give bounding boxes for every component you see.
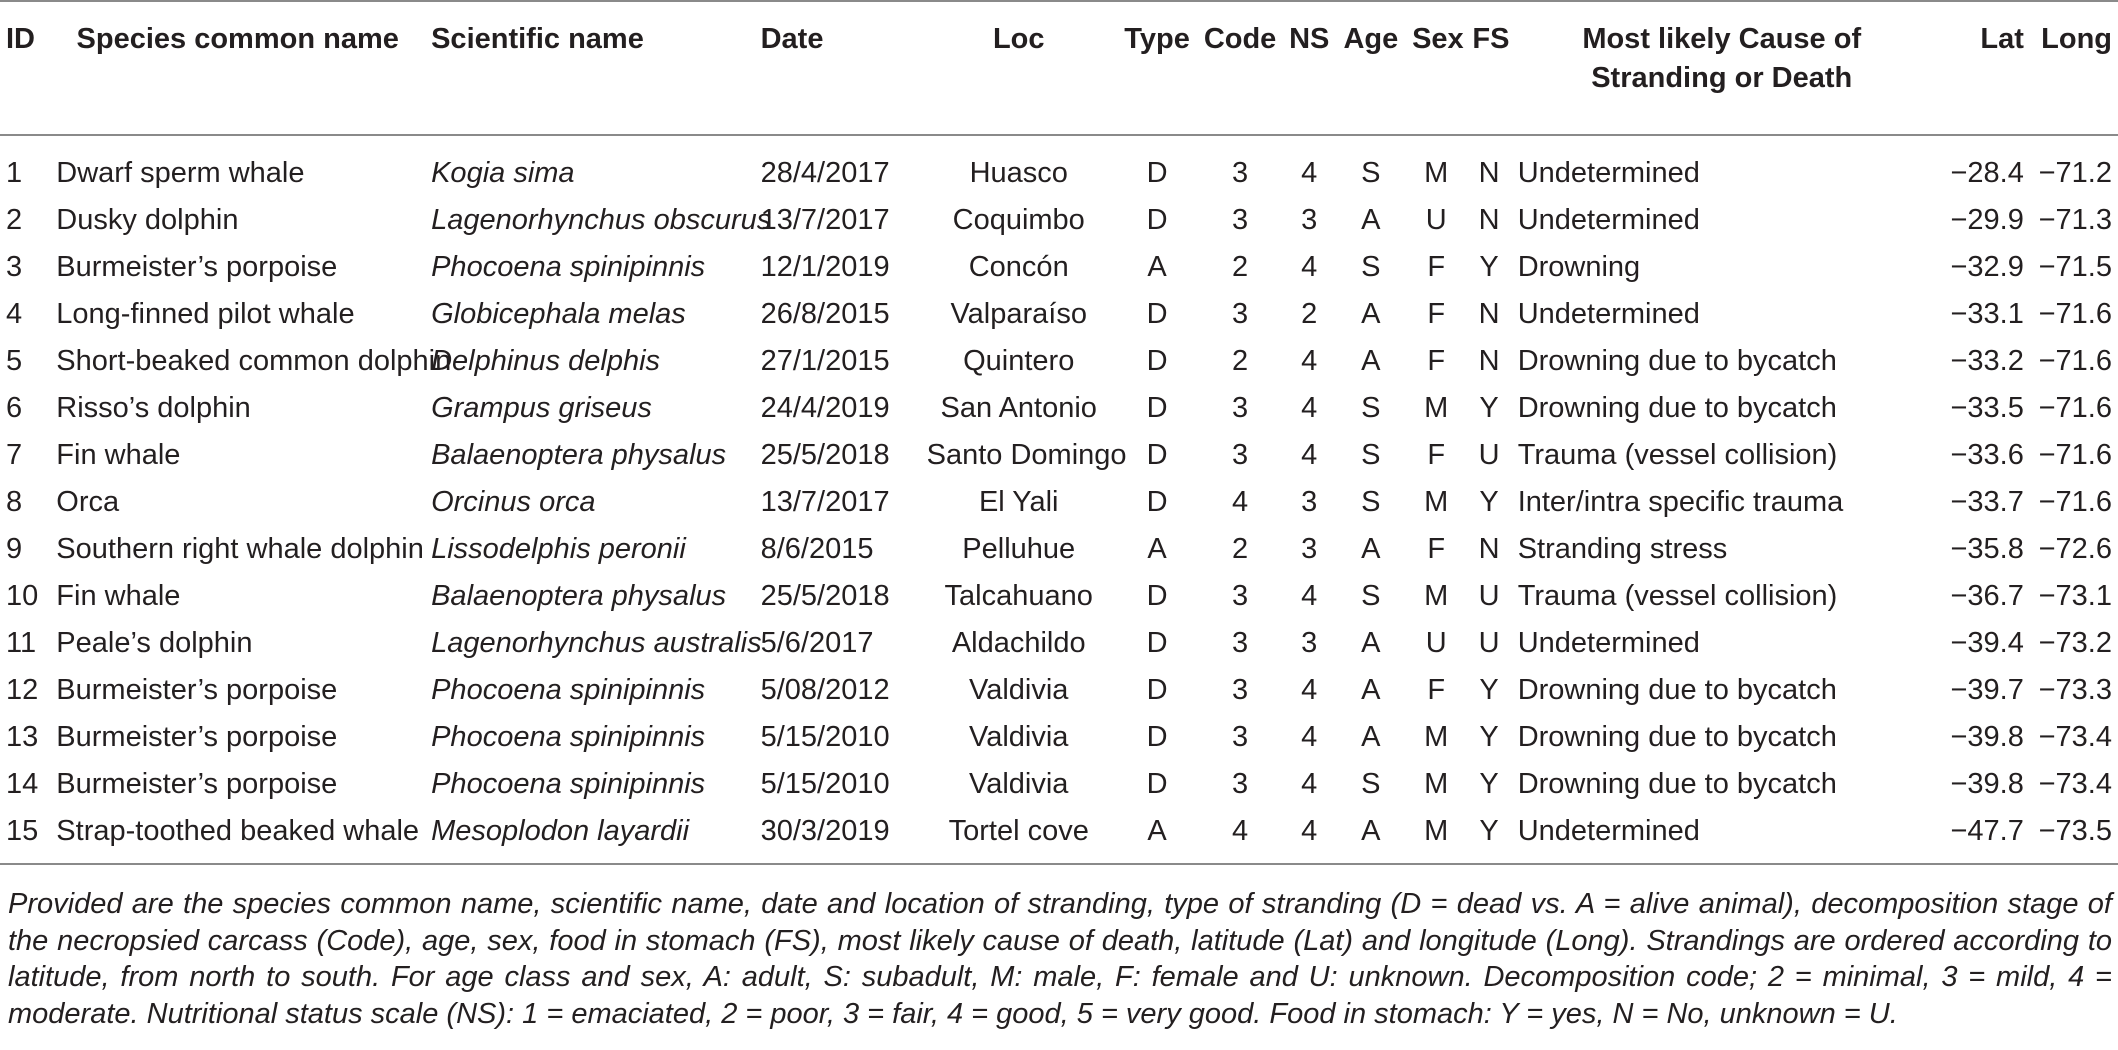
cell-id: 14: [6, 768, 39, 800]
table-row: [0, 135, 2118, 197]
cell-location: Quintero: [963, 345, 1075, 377]
header-type: Type: [1117, 1, 1197, 135]
cell-age: A: [1336, 808, 1406, 864]
cell-scientific-name: Phocoena spinipinnis: [431, 721, 706, 753]
cell-location: Concón: [968, 251, 1069, 283]
cell-age: S: [1361, 486, 1381, 518]
cell-lat: −47.7: [1932, 808, 2030, 864]
cell-date: 5/15/2010: [760, 768, 890, 800]
table-row: [0, 573, 2118, 620]
header-row: [0, 1, 2118, 135]
cell-fs: Y: [1479, 721, 1499, 753]
cell-scientific-name: Phocoena spinipinnis: [431, 768, 706, 800]
header-location: Loc: [921, 1, 1117, 135]
cell-lat: −33.7: [1950, 486, 2024, 518]
cell-id: 3: [6, 251, 23, 283]
cell-location: Tortel cove: [921, 808, 1117, 864]
cell-scientific-name: Phocoena spinipinnis: [431, 251, 706, 283]
cell-id: 9: [6, 533, 23, 565]
cell-code: 3: [1232, 298, 1249, 330]
cell-code: 3: [1232, 627, 1249, 659]
cell-type: A: [1147, 251, 1167, 283]
header-code: Code: [1197, 1, 1283, 135]
cell-age: A: [1361, 533, 1381, 565]
cell-long: −73.5: [2030, 808, 2118, 864]
cell-scientific-name: Kogia sima: [431, 157, 575, 189]
table-row: [0, 620, 2118, 667]
cell-date: 25/5/2018: [760, 580, 890, 612]
table-row: [0, 432, 2118, 479]
cell-common-name: Risso’s dolphin: [56, 392, 251, 424]
cell-type: D: [1146, 627, 1168, 659]
cell-long: −71.6: [2038, 298, 2112, 330]
cell-long: −72.6: [2038, 533, 2112, 565]
cell-date: 13/7/2017: [760, 486, 890, 518]
header-id: ID: [0, 1, 50, 135]
cell-age: S: [1361, 251, 1381, 283]
cell-scientific-name: Globicephala melas: [431, 298, 686, 330]
cell-cause: Drowning due to bycatch: [1517, 345, 1837, 377]
cell-scientific-name: Mesoplodon layardii: [425, 808, 755, 864]
cell-sex: M: [1424, 486, 1449, 518]
cell-age: S: [1361, 439, 1381, 471]
cell-type: D: [1146, 674, 1168, 706]
cell-type: D: [1146, 204, 1168, 236]
cell-date: 5/08/2012: [760, 674, 890, 706]
cell-common-name: Southern right whale dolphin: [56, 533, 424, 565]
cell-ns: 4: [1301, 157, 1318, 189]
table-row: [0, 714, 2118, 761]
cell-id: 10: [6, 580, 39, 612]
cell-lat: −33.6: [1950, 439, 2024, 471]
cell-date: 25/5/2018: [760, 439, 890, 471]
cell-location: San Antonio: [940, 392, 1097, 424]
cell-long: −73.3: [2038, 674, 2112, 706]
cell-sex: F: [1427, 674, 1446, 706]
cell-long: −73.4: [2038, 721, 2112, 753]
cell-sex: F: [1427, 251, 1446, 283]
cell-common-name: Strap-toothed beaked whale: [50, 808, 425, 864]
cell-common-name: Dusky dolphin: [56, 204, 239, 236]
cell-common-name: Fin whale: [56, 580, 181, 612]
cell-long: −73.1: [2038, 580, 2112, 612]
cell-date: 27/1/2015: [760, 345, 890, 377]
table-row: [0, 197, 2118, 244]
cell-date: 8/6/2015: [760, 533, 874, 565]
cell-code: 2: [1232, 251, 1249, 283]
table-row: [0, 291, 2118, 338]
cell-sex: F: [1427, 345, 1446, 377]
cell-fs: Y: [1479, 768, 1499, 800]
cell-id: 6: [6, 392, 23, 424]
cell-sex: M: [1424, 721, 1449, 753]
header-long: Long: [2030, 1, 2118, 135]
cell-fs: U: [1478, 627, 1500, 659]
cell-type: D: [1146, 345, 1168, 377]
cell-code: 3: [1232, 204, 1249, 236]
cell-sex: U: [1425, 627, 1447, 659]
cell-cause: Inter/intra specific trauma: [1517, 486, 1844, 518]
cell-code: 3: [1232, 721, 1249, 753]
table-row: [0, 667, 2118, 714]
cell-location: Aldachildo: [951, 627, 1086, 659]
header-cause: Most likely Cause of Stranding or Death: [1512, 1, 1932, 135]
cell-code: 3: [1232, 157, 1249, 189]
cell-ns: 4: [1283, 808, 1336, 864]
cell-sex: M: [1406, 808, 1466, 864]
table-body: [0, 135, 2118, 864]
cell-code: 4: [1232, 486, 1249, 518]
cell-location: Huasco: [969, 157, 1068, 189]
cell-age: S: [1361, 768, 1381, 800]
cell-date: 12/1/2019: [760, 251, 890, 283]
cell-ns: 4: [1301, 580, 1318, 612]
cell-long: −71.6: [2038, 392, 2112, 424]
cell-sex: M: [1424, 580, 1449, 612]
cell-common-name: Burmeister’s porpoise: [56, 768, 338, 800]
cell-scientific-name: Delphinus delphis: [431, 345, 661, 377]
cell-id: 11: [6, 627, 37, 659]
cell-type: D: [1146, 721, 1168, 753]
cell-cause: Drowning due to bycatch: [1517, 392, 1837, 424]
cell-type: D: [1146, 439, 1168, 471]
cell-long: −73.4: [2038, 768, 2112, 800]
header-fs: FS: [1466, 1, 1511, 135]
cell-age: A: [1361, 298, 1381, 330]
cell-ns: 3: [1301, 533, 1318, 565]
cell-common-name: Peale’s dolphin: [56, 627, 253, 659]
cell-location: Valparaíso: [950, 298, 1087, 330]
cell-age: S: [1361, 157, 1381, 189]
cell-scientific-name: Orcinus orca: [431, 486, 596, 518]
cell-location: Valdivia: [969, 721, 1069, 753]
cell-ns: 3: [1301, 627, 1318, 659]
cell-common-name: Burmeister’s porpoise: [56, 674, 338, 706]
cell-age: S: [1361, 392, 1381, 424]
cell-date: 28/4/2017: [760, 157, 890, 189]
cell-lat: −33.1: [1950, 298, 2024, 330]
cell-id: 2: [6, 204, 23, 236]
cell-fs: Y: [1479, 392, 1499, 424]
cell-date: 24/4/2019: [760, 392, 890, 424]
cell-sex: M: [1424, 392, 1449, 424]
cell-ns: 4: [1301, 439, 1318, 471]
cell-scientific-name: Lissodelphis peronii: [431, 533, 686, 565]
cell-location: Valdivia: [969, 674, 1069, 706]
cell-age: A: [1361, 721, 1381, 753]
cell-fs: N: [1478, 533, 1500, 565]
cell-ns: 4: [1301, 768, 1318, 800]
cell-date: 13/7/2017: [760, 204, 890, 236]
cell-lat: −29.9: [1950, 204, 2024, 236]
cell-code: 2: [1232, 533, 1249, 565]
cell-sex: F: [1427, 439, 1446, 471]
header-lat: Lat: [1932, 1, 2030, 135]
table-row: [0, 479, 2118, 526]
cell-location: Pelluhue: [962, 533, 1076, 565]
cell-id: 15: [0, 808, 50, 864]
cell-ns: 2: [1301, 298, 1318, 330]
cell-date: 5/6/2017: [760, 627, 874, 659]
cell-id: 8: [6, 486, 23, 518]
table-row: [0, 808, 2118, 864]
cell-cause: Drowning: [1517, 251, 1641, 283]
cell-lat: −28.4: [1950, 157, 2024, 189]
cell-lat: −33.2: [1950, 345, 2024, 377]
header-date: Date: [755, 1, 921, 135]
header-ns: NS: [1283, 1, 1336, 135]
cell-cause: Trauma (vessel collision): [1517, 580, 1838, 612]
cell-ns: 4: [1301, 251, 1318, 283]
cell-id: 4: [6, 298, 23, 330]
cell-code: 3: [1232, 580, 1249, 612]
cell-type: A: [1147, 533, 1167, 565]
cell-fs: Y: [1479, 486, 1499, 518]
cell-sex: F: [1427, 533, 1446, 565]
table-row: [0, 526, 2118, 573]
cell-ns: 3: [1301, 204, 1318, 236]
cell-type: D: [1146, 392, 1168, 424]
cell-age: A: [1361, 345, 1381, 377]
cell-long: −71.6: [2038, 439, 2112, 471]
cell-common-name: Burmeister’s porpoise: [56, 251, 338, 283]
cell-ns: 4: [1301, 345, 1318, 377]
cell-cause: Stranding stress: [1517, 533, 1728, 565]
cell-fs: Y: [1466, 808, 1511, 864]
cell-code: 4: [1197, 808, 1283, 864]
cell-fs: Y: [1479, 674, 1499, 706]
cell-id: 13: [6, 721, 39, 753]
cell-id: 5: [6, 345, 23, 377]
cell-common-name: Long-finned pilot whale: [56, 298, 355, 330]
cell-location: Talcahuano: [944, 580, 1093, 612]
cell-lat: −39.8: [1950, 768, 2024, 800]
cell-common-name: Dwarf sperm whale: [56, 157, 305, 189]
header-scientific-name: Scientific name: [425, 1, 755, 135]
cell-sex: M: [1424, 157, 1449, 189]
cell-id: 1: [6, 157, 23, 189]
cell-cause: Undetermined: [1517, 298, 1700, 330]
cell-cause: Undetermined: [1512, 808, 1932, 864]
cell-age: S: [1361, 580, 1381, 612]
cell-scientific-name: Phocoena spinipinnis: [431, 674, 706, 706]
cell-lat: −39.7: [1950, 674, 2024, 706]
cell-cause: Undetermined: [1517, 627, 1700, 659]
table-caption: Provided are the species common name, scientific name, date and location of stranding, type of stranding (D = dead vs. A = alive animal), decomposition stage of the necropsied carcass (Code), age, sex, food in stomach (FS), most likely cause of death, latitude (Lat) and longitude (Long). Strandings are ordered according to latitude, from north to south. For age class and sex, A: adult, S: subadult, M: male, F: female and U: unknown. Decomposition code; 2 = minimal, 3 = mild, 4 = moderate. Nutritional status scale (NS): 1 = emaciated, 2 = poor, 3 = fair, 4 = good, 5 = very good. Food in stomach: Y = yes, N = No, unknown = U.: [8, 888, 2112, 1030]
cell-lat: −36.7: [1950, 580, 2024, 612]
cell-scientific-name: Lagenorhynchus obscurus: [431, 204, 772, 236]
cell-code: 2: [1232, 345, 1249, 377]
cell-sex: U: [1425, 204, 1447, 236]
cell-scientific-name: Grampus griseus: [431, 392, 652, 424]
cell-common-name: Short-beaked common dolphin: [56, 345, 452, 377]
cell-location: El Yali: [978, 486, 1059, 518]
cell-age: A: [1361, 674, 1381, 706]
cell-type: D: [1146, 157, 1168, 189]
cell-ns: 4: [1301, 721, 1318, 753]
cell-common-name: Burmeister’s porpoise: [56, 721, 338, 753]
cell-cause: Drowning due to bycatch: [1517, 721, 1837, 753]
cell-lat: −33.5: [1950, 392, 2024, 424]
cell-location: Coquimbo: [952, 204, 1085, 236]
cell-scientific-name: Balaenoptera physalus: [431, 580, 727, 612]
cell-age: A: [1361, 627, 1381, 659]
cell-long: −71.5: [2038, 251, 2112, 283]
cell-ns: 4: [1301, 674, 1318, 706]
cell-cause: Undetermined: [1517, 157, 1700, 189]
cell-code: 3: [1232, 392, 1249, 424]
cell-fs: N: [1478, 298, 1500, 330]
cell-location: Valdivia: [969, 768, 1069, 800]
cell-fs: Y: [1479, 251, 1499, 283]
header-common-name: Species common name: [50, 1, 425, 135]
cell-type: D: [1146, 486, 1168, 518]
cell-date: 26/8/2015: [760, 298, 890, 330]
cell-ns: 3: [1301, 486, 1318, 518]
cell-fs: N: [1478, 345, 1500, 377]
cell-lat: −39.4: [1950, 627, 2024, 659]
cell-scientific-name: Balaenoptera physalus: [431, 439, 727, 471]
cell-long: −71.6: [2038, 486, 2112, 518]
cell-long: −73.2: [2038, 627, 2112, 659]
cell-type: D: [1146, 768, 1168, 800]
cell-long: −71.6: [2038, 345, 2112, 377]
cell-age: A: [1361, 204, 1381, 236]
cell-ns: 4: [1301, 392, 1318, 424]
cell-cause: Drowning due to bycatch: [1517, 768, 1837, 800]
cell-id: 12: [6, 674, 39, 706]
table-row: [0, 244, 2118, 291]
cell-fs: N: [1478, 204, 1500, 236]
cell-type: D: [1146, 580, 1168, 612]
cell-type: D: [1146, 298, 1168, 330]
header-sex: Sex: [1406, 1, 1466, 135]
cell-code: 3: [1232, 768, 1249, 800]
cell-long: −71.2: [2038, 157, 2112, 189]
cell-cause: Trauma (vessel collision): [1517, 439, 1838, 471]
cell-lat: −39.8: [1950, 721, 2024, 753]
cell-id: 7: [6, 439, 23, 471]
table-row: [0, 385, 2118, 432]
cell-common-name: Orca: [56, 486, 120, 518]
cell-location: Santo Domingo: [926, 439, 1127, 471]
cell-cause: Drowning due to bycatch: [1517, 674, 1837, 706]
cell-fs: U: [1478, 439, 1500, 471]
cell-sex: F: [1427, 298, 1446, 330]
table-row: [0, 761, 2118, 808]
table-row: [0, 338, 2118, 385]
cell-lat: −35.8: [1950, 533, 2024, 565]
cell-lat: −32.9: [1950, 251, 2024, 283]
cell-date: 5/15/2010: [760, 721, 890, 753]
cell-fs: N: [1478, 157, 1500, 189]
cell-cause: Undetermined: [1517, 204, 1700, 236]
cell-common-name: Fin whale: [56, 439, 181, 471]
cell-date: 30/3/2019: [755, 808, 921, 864]
cell-long: −71.3: [2038, 204, 2112, 236]
cell-code: 3: [1232, 674, 1249, 706]
cell-code: 3: [1232, 439, 1249, 471]
cell-type: A: [1117, 808, 1197, 864]
cell-scientific-name: Lagenorhynchus australis: [431, 627, 762, 659]
header-age: Age: [1336, 1, 1406, 135]
cell-sex: M: [1424, 768, 1449, 800]
cell-fs: U: [1478, 580, 1500, 612]
